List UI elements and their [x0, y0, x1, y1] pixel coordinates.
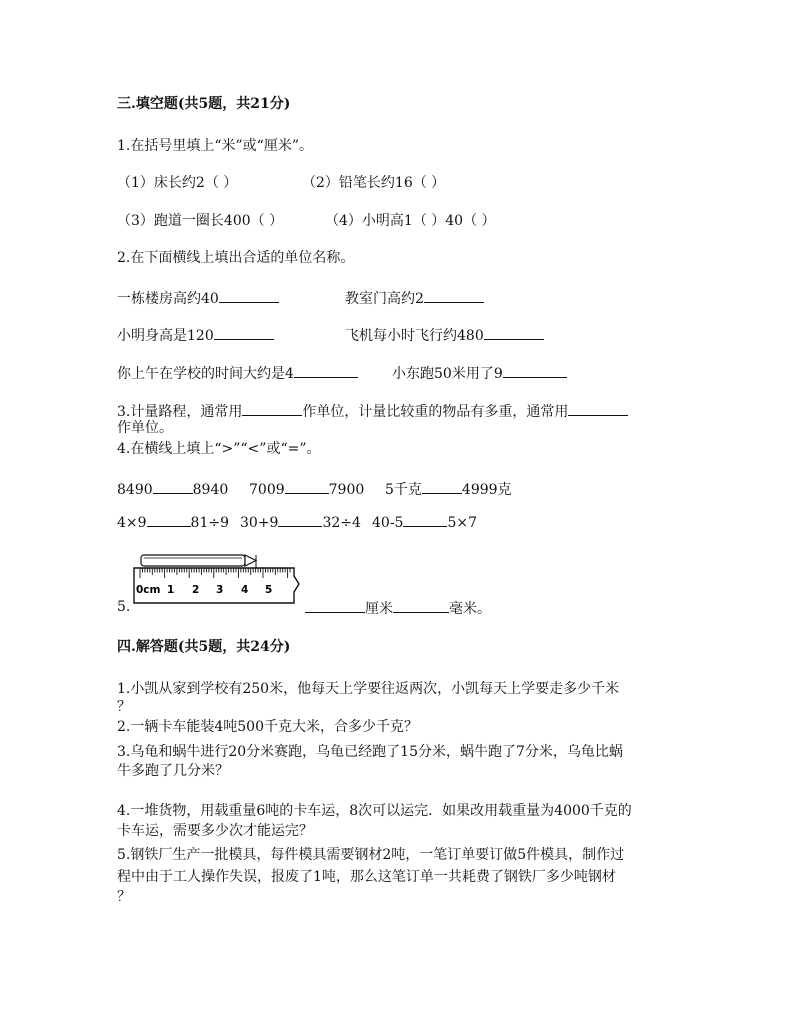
q2-row-3-left: 你上午在学校的时间大约是4 — [117, 363, 358, 383]
ruler-label-0: 0cm — [136, 584, 161, 596]
q2-row-2-left: 小明身高是120 — [117, 325, 274, 345]
ruler-label-5: 5 — [265, 584, 273, 596]
answer-blank[interactable] — [153, 479, 193, 494]
answer-blank[interactable] — [305, 598, 365, 613]
answer-blank[interactable] — [214, 325, 274, 340]
q4-row-1-item-2: 7009 7900 — [249, 479, 364, 499]
s4-q1-line-1: 1.小凯从家到学校有250米，他每天上学要往返两次，小凯每天上学要走多少千米 — [117, 681, 620, 697]
q1-item-4: （4）小明高1（ ）40（ ） — [325, 213, 496, 229]
s4-q1-line-2: ？ — [117, 699, 131, 715]
answer-blank[interactable] — [294, 363, 358, 378]
q4-row-2-item-2: 30+9 32÷4 — [240, 512, 361, 532]
q2-row-1-left: 一栋楼房高约40 — [117, 288, 279, 308]
section-3-title: 三.填空题(共5题，共21分) — [117, 96, 291, 112]
answer-blank[interactable] — [568, 401, 628, 416]
q3-line-1: 3.计量路程，通常用 作单位，计量比较重的物品有多重，通常用 — [117, 401, 628, 421]
answer-blank[interactable] — [242, 401, 302, 416]
q4-row-1-item-3: 5千克 4999克 — [385, 479, 512, 499]
answer-blank[interactable] — [393, 598, 449, 613]
answer-blank[interactable] — [219, 288, 279, 303]
ruler-label-1: 1 — [167, 584, 175, 596]
answer-blank[interactable] — [278, 512, 322, 527]
answer-blank[interactable] — [424, 288, 484, 303]
ruler-label-3: 3 — [216, 584, 224, 596]
s4-q5-line-2: 程中由于工人操作失误，报废了1吨，那么这笔订单一共耗费了钢铁厂多少吨钢材 — [117, 869, 616, 885]
answer-blank[interactable] — [422, 479, 462, 494]
q2-row-3-right: 小东跑50米用了9 — [392, 363, 567, 383]
answer-blank[interactable] — [147, 512, 191, 527]
answer-blank[interactable] — [403, 512, 447, 527]
q1-stem: 1.在括号里填上“米”或“厘米”。 — [117, 138, 313, 154]
q5-answer: 厘米 毫米。 — [305, 598, 491, 618]
s4-q2: 2.一辆卡车能装4吨500千克大米，合多少千克？ — [117, 719, 418, 735]
q1-item-3: （3）跑道一圈长400（ ） — [117, 213, 284, 229]
answer-blank[interactable] — [285, 479, 329, 494]
q4-row-2-item-1: 4×9 81÷9 — [117, 512, 229, 532]
answer-blank[interactable] — [503, 363, 567, 378]
ruler-illustration — [130, 553, 302, 609]
s4-q4-line-2: 卡车运，需要多少次才能运完？ — [117, 823, 313, 839]
section-4-title: 四.解答题(共5题，共24分) — [117, 639, 291, 655]
ruler-figure — [130, 553, 302, 609]
ruler-label-2: 2 — [192, 584, 200, 596]
q2-row-2-right: 飞机每小时飞行约480 — [345, 325, 544, 345]
q1-item-2: （2）铅笔长约16（ ） — [302, 175, 446, 191]
s4-q3-line-1: 3.乌龟和蜗牛进行20分米赛跑，乌龟已经跑了15分米，蜗牛跑了7分米，乌龟比蜗 — [117, 744, 623, 760]
q1-item-1: （1）床长约2（ ） — [117, 175, 238, 191]
q3-line-2: 作单位。 — [117, 420, 173, 436]
q4-row-1-item-1: 8490 8940 — [117, 479, 228, 499]
q4-row-2-item-3: 40-5 5×7 — [372, 512, 477, 532]
q2-row-1-right: 教室门高约2 — [345, 288, 484, 308]
s4-q5-line-3: ？ — [117, 889, 131, 905]
q5-number: 5. — [117, 599, 131, 615]
s4-q5-line-1: 5.钢铁厂生产一批模具，每件模具需要钢材2吨，一笔订单要订做5件模具，制作过 — [117, 847, 625, 863]
answer-blank[interactable] — [484, 325, 544, 340]
ruler-label-4: 4 — [241, 584, 249, 596]
s4-q4-line-1: 4.一堆货物，用载重量6吨的卡车运，8次可以运完．如果改用载重量为4000千克的 — [117, 803, 632, 819]
q2-stem: 2.在下面横线上填出合适的单位名称。 — [117, 250, 355, 266]
s4-q3-line-2: 牛多跑了几分米？ — [117, 763, 229, 779]
q4-stem: 4.在横线上填上“>”“<”或“=”。 — [117, 441, 321, 457]
pencil-icon — [141, 555, 256, 569]
